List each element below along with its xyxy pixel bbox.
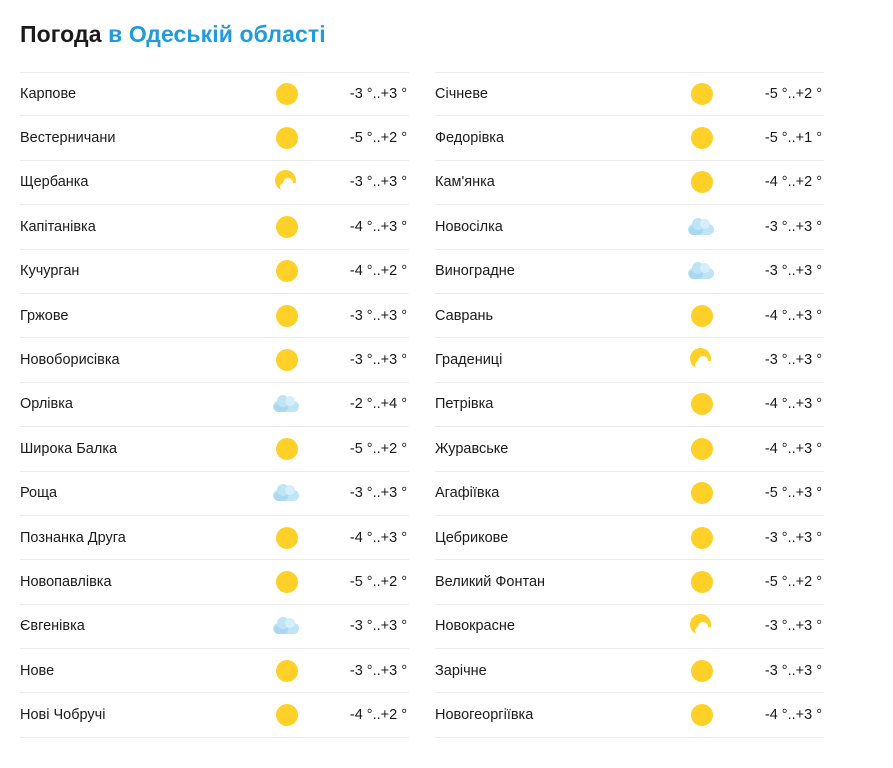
weather-icon-cell bbox=[257, 169, 315, 195]
page-title-region[interactable]: в Одеській області bbox=[108, 21, 326, 47]
temperature-range: -5 °..+2 ° bbox=[349, 440, 407, 457]
sun-icon bbox=[271, 569, 301, 595]
city-name-link[interactable]: Кам'янка bbox=[435, 174, 495, 191]
city-name-link[interactable]: Зарічне bbox=[435, 662, 487, 679]
weather-row[interactable] bbox=[435, 472, 824, 516]
sun-icon bbox=[686, 658, 716, 684]
temperature-range: -5 °..+2 ° bbox=[764, 573, 822, 590]
temperature-range: -4 °..+2 ° bbox=[764, 174, 822, 191]
city-name-link[interactable]: Новосілка bbox=[435, 218, 503, 235]
weather-column-left bbox=[20, 72, 409, 738]
temperature-range: -3 °..+3 ° bbox=[764, 263, 822, 280]
weather-row[interactable] bbox=[20, 383, 409, 427]
city-name-link[interactable]: Градениці bbox=[435, 352, 503, 369]
sun-icon bbox=[271, 525, 301, 551]
sun-icon bbox=[686, 169, 716, 195]
city-name-link[interactable]: Познанка Друга bbox=[20, 529, 126, 546]
temperature-range: -3 °..+3 ° bbox=[349, 485, 407, 502]
weather-icon-cell bbox=[257, 81, 315, 107]
weather-row[interactable] bbox=[435, 427, 824, 471]
temperature-range: -3 °..+3 ° bbox=[764, 352, 822, 369]
weather-row[interactable] bbox=[20, 605, 409, 649]
temperature-range: -4 °..+2 ° bbox=[349, 707, 407, 724]
sun-icon bbox=[686, 436, 716, 462]
sun-icon bbox=[271, 436, 301, 462]
weather-icon-cell bbox=[672, 81, 730, 107]
city-name-link[interactable]: Новопавлівка bbox=[20, 573, 112, 590]
temperature-range: -5 °..+2 ° bbox=[764, 86, 822, 103]
weather-icon-cell bbox=[672, 613, 730, 639]
city-name-link[interactable]: Саврань bbox=[435, 307, 494, 324]
weather-row[interactable] bbox=[20, 116, 409, 160]
weather-icon-cell bbox=[257, 613, 315, 639]
weather-row[interactable] bbox=[435, 383, 824, 427]
weather-icon-cell bbox=[257, 347, 315, 373]
temperature-range: -4 °..+3 ° bbox=[764, 396, 822, 413]
weather-row[interactable] bbox=[20, 427, 409, 471]
sun-icon bbox=[271, 214, 301, 240]
temperature-range: -3 °..+3 ° bbox=[764, 529, 822, 546]
temperature-range: -5 °..+1 ° bbox=[764, 130, 822, 147]
sun-icon bbox=[686, 480, 716, 506]
page-title-main: Погода bbox=[20, 21, 102, 47]
cloud-icon bbox=[271, 613, 301, 639]
sun-icon bbox=[271, 258, 301, 284]
weather-row[interactable] bbox=[20, 560, 409, 604]
city-name-link[interactable]: Орлівка bbox=[20, 396, 73, 413]
city-name-link[interactable]: Щербанка bbox=[20, 174, 89, 191]
sun-icon bbox=[686, 303, 716, 329]
city-name-link[interactable]: Агафіївка bbox=[435, 485, 500, 502]
weather-icon-cell bbox=[257, 303, 315, 329]
weather-icon-cell bbox=[257, 525, 315, 551]
weather-row[interactable] bbox=[435, 205, 824, 249]
weather-icon-cell bbox=[257, 391, 315, 417]
sun-behind-cloud-icon bbox=[686, 613, 716, 639]
weather-row[interactable] bbox=[435, 338, 824, 382]
weather-row[interactable] bbox=[435, 250, 824, 294]
city-name-link[interactable]: Капітанівка bbox=[20, 218, 96, 235]
city-name-link[interactable]: Євгенівка bbox=[20, 618, 85, 635]
city-name-link[interactable]: Великий Фонтан bbox=[435, 573, 546, 590]
city-name-link[interactable]: Роща bbox=[20, 485, 58, 502]
weather-row[interactable] bbox=[435, 161, 824, 205]
cloud-icon bbox=[271, 480, 301, 506]
city-name-link[interactable]: Нове bbox=[20, 662, 55, 679]
temperature-range: -2 °..+4 ° bbox=[349, 396, 407, 413]
weather-icon-cell bbox=[672, 569, 730, 595]
weather-row[interactable] bbox=[20, 250, 409, 294]
temperature-range: -5 °..+3 ° bbox=[764, 485, 822, 502]
weather-row[interactable] bbox=[435, 294, 824, 338]
temperature-range: -4 °..+3 ° bbox=[764, 307, 822, 324]
city-name-link[interactable]: Виноградне bbox=[435, 263, 515, 280]
weather-row[interactable] bbox=[435, 72, 824, 116]
page-title bbox=[20, 18, 873, 50]
sun-icon bbox=[686, 125, 716, 151]
sun-icon bbox=[271, 347, 301, 373]
city-name-link[interactable]: Кучурган bbox=[20, 263, 80, 280]
weather-row[interactable] bbox=[435, 693, 824, 737]
city-name-link[interactable]: Федорівка bbox=[435, 130, 505, 147]
temperature-range: -4 °..+3 ° bbox=[349, 529, 407, 546]
weather-row[interactable] bbox=[435, 516, 824, 560]
weather-row[interactable] bbox=[20, 161, 409, 205]
weather-row[interactable] bbox=[435, 605, 824, 649]
weather-row[interactable] bbox=[435, 649, 824, 693]
sun-icon bbox=[686, 81, 716, 107]
weather-icon-cell bbox=[672, 480, 730, 506]
city-name-link[interactable]: Широка Балка bbox=[20, 440, 118, 457]
weather-icon-cell bbox=[672, 436, 730, 462]
temperature-range: -5 °..+2 ° bbox=[349, 573, 407, 590]
weather-icon-cell bbox=[257, 569, 315, 595]
temperature-range: -3 °..+3 ° bbox=[764, 662, 822, 679]
temperature-range: -3 °..+3 ° bbox=[764, 618, 822, 635]
weather-row[interactable] bbox=[435, 116, 824, 160]
sun-icon bbox=[686, 391, 716, 417]
temperature-range: -4 °..+3 ° bbox=[764, 440, 822, 457]
weather-row[interactable] bbox=[20, 338, 409, 382]
city-name-link[interactable]: Петрівка bbox=[435, 396, 494, 413]
weather-icon-cell bbox=[672, 525, 730, 551]
weather-icon-cell bbox=[257, 436, 315, 462]
temperature-range: -4 °..+3 ° bbox=[349, 218, 407, 235]
weather-row[interactable] bbox=[20, 472, 409, 516]
weather-row[interactable] bbox=[20, 516, 409, 560]
sun-behind-cloud-icon bbox=[271, 169, 301, 195]
city-name-link[interactable]: Нові Чобручі bbox=[20, 707, 106, 724]
temperature-range: -3 °..+3 ° bbox=[349, 662, 407, 679]
sun-icon bbox=[271, 81, 301, 107]
weather-icon-cell bbox=[257, 702, 315, 728]
city-name-link[interactable]: Січневе bbox=[435, 86, 488, 103]
weather-icon-cell bbox=[672, 702, 730, 728]
sun-icon bbox=[271, 658, 301, 684]
weather-icon-cell bbox=[672, 125, 730, 151]
temperature-range: -5 °..+2 ° bbox=[349, 130, 407, 147]
city-name-link[interactable]: Вестерничани bbox=[20, 130, 116, 147]
temperature-range: -4 °..+3 ° bbox=[764, 707, 822, 724]
weather-row[interactable] bbox=[20, 72, 409, 116]
cloud-icon bbox=[686, 214, 716, 240]
sun-behind-cloud-icon bbox=[686, 347, 716, 373]
weather-icon-cell bbox=[672, 347, 730, 373]
weather-column-right bbox=[435, 72, 824, 738]
weather-icon-cell bbox=[257, 214, 315, 240]
city-name-link[interactable]: Новогеоргіївка bbox=[435, 707, 534, 724]
weather-columns bbox=[20, 72, 873, 738]
weather-row[interactable] bbox=[20, 649, 409, 693]
sun-icon bbox=[686, 525, 716, 551]
temperature-range: -3 °..+3 ° bbox=[349, 86, 407, 103]
city-name-link[interactable]: Цебрикове bbox=[435, 529, 509, 546]
weather-icon-cell bbox=[257, 480, 315, 506]
sun-icon bbox=[271, 702, 301, 728]
sun-icon bbox=[686, 702, 716, 728]
city-name-link[interactable]: Журавське bbox=[435, 440, 509, 457]
temperature-range: -3 °..+3 ° bbox=[349, 174, 407, 191]
weather-row[interactable] bbox=[20, 294, 409, 338]
temperature-range: -4 °..+2 ° bbox=[349, 263, 407, 280]
weather-icon-cell bbox=[257, 658, 315, 684]
city-name-link[interactable]: Гржове bbox=[20, 307, 69, 324]
weather-icon-cell bbox=[257, 258, 315, 284]
weather-icon-cell bbox=[672, 169, 730, 195]
weather-row[interactable] bbox=[20, 205, 409, 249]
temperature-range: -3 °..+3 ° bbox=[349, 618, 407, 635]
cloud-icon bbox=[686, 258, 716, 284]
weather-row[interactable] bbox=[20, 693, 409, 737]
temperature-range: -3 °..+3 ° bbox=[349, 307, 407, 324]
cloud-icon bbox=[271, 391, 301, 417]
weather-icon-cell bbox=[672, 214, 730, 240]
sun-icon bbox=[686, 569, 716, 595]
weather-icon-cell bbox=[257, 125, 315, 151]
temperature-range: -3 °..+3 ° bbox=[349, 352, 407, 369]
weather-row[interactable] bbox=[435, 560, 824, 604]
temperature-range: -3 °..+3 ° bbox=[764, 218, 822, 235]
weather-icon-cell bbox=[672, 258, 730, 284]
city-name-link[interactable]: Новокрасне bbox=[435, 618, 515, 635]
city-name-link[interactable]: Новоборисівка bbox=[20, 352, 120, 369]
sun-icon bbox=[271, 125, 301, 151]
sun-icon bbox=[271, 303, 301, 329]
weather-icon-cell bbox=[672, 303, 730, 329]
weather-icon-cell bbox=[672, 391, 730, 417]
city-name-link[interactable]: Карпове bbox=[20, 86, 77, 103]
weather-icon-cell bbox=[672, 658, 730, 684]
